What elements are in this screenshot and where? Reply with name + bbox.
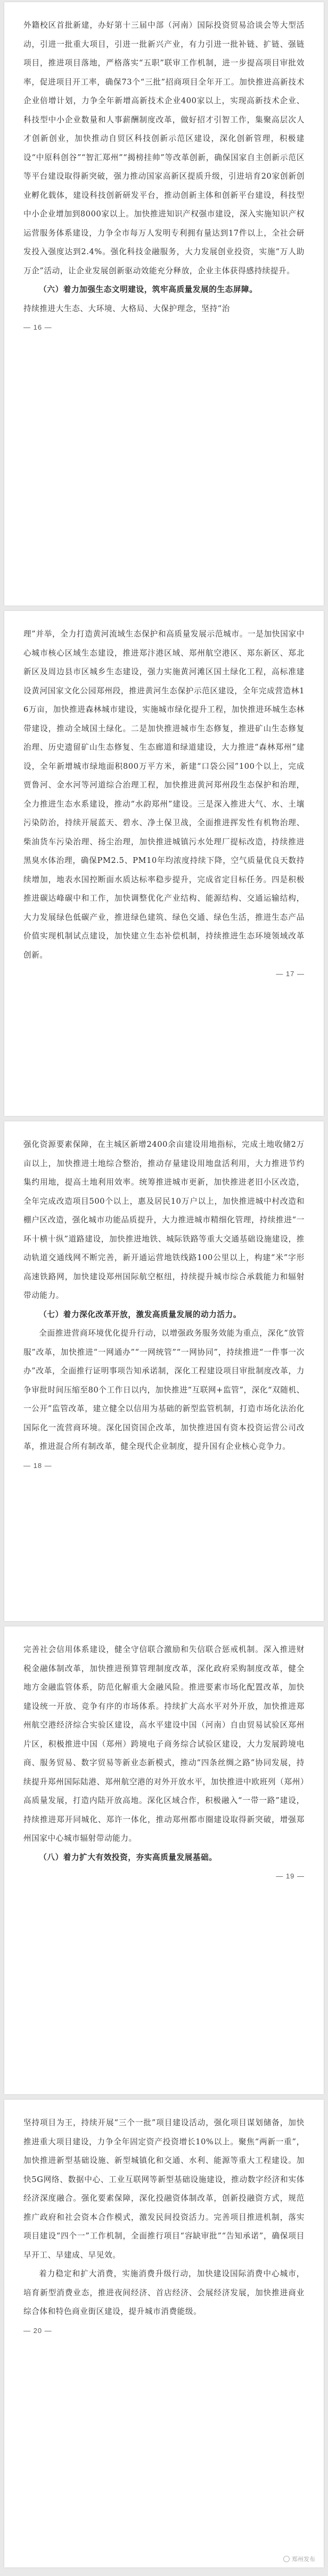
- paragraph: 完善社会信用体系建设，健全守信联合激励和失信联合惩戒机制。深入推进财税金融体制改革，加快推进预算管理制度改革，深化政府采购制度改革，健全地方金融监管体系，防范化解重大金融风险。推进要素市场化配置改革，加快建设统一开放、竞争有序的市场体系。持续扩大高水平对外开放，加快推进郑州航空港经济综合实验区建设，高水平建设中国（河南）自由贸易试验区郑州片区，积极推进中国（郑州）跨境电子商务综合试验区建设，大力发展跨境电商、服务贸易、数字贸易等新业态新模式，推动“四条丝绸之路”协同发展，持续提升郑州国际陆港、郑州航空港的对外开放水平，加快推进中欧班列（郑州）高质量发展，打造内陆开放高地。深化区域合作，积极融入“一带一路”建设，持续推进郑开同城化、郑许一体化，推动郑州都市圈建设取得新突破，增强郑州国家中心城市辐射带动能力。: [23, 1645, 305, 1843]
- section-heading: （六）着力加强生态文明建设，筑牢高质量发展的生态屏障。: [39, 285, 258, 294]
- paragraph: 强化资源要素保障，在主城区新增2400余亩建设用地指标，完成土地收储2万亩以上，加快推进土地综合整治，推动存量建设用地盘活利用，大力推进节约集约用地，提高土地利用效率。统筹推进城市更新，加快推进老旧小区改造，全年完成改造项目500个以上，惠及居民10万户以上，加快推进城中村改造和棚户区改造，强化城市功能品质提升，大力推进城市精细化管理，持续推进“一环十横十纵”道路建设，加快推进地铁、城际铁路等重大交通基础设施建设，推动轨道交通线网不断完善，新开通运营地铁线路100公里以上，构建“米”字形高速铁路网，加快建设郑州国际航空枢纽，持续提升城市综合承载能力和辐射带动能力。: [23, 1140, 305, 1300]
- watermark: [283, 2555, 315, 2563]
- page: [4, 611, 324, 1116]
- page-number: — 19 —: [276, 1872, 305, 1880]
- page: [4, 1626, 324, 2094]
- page: [4, 1121, 324, 1621]
- section-heading: （七）着力深化改革开放，激发高质量发展的动力活力。: [39, 1310, 242, 1319]
- paragraph: 理”并举，全力打造黄河流域生态保护和高质量发展示范城市。一是加快国家中心城市核心区域生态建设，推进郑汴港区域、郑州航空港区、郑东新区、郑北新区及周边县市区城乡生态建设，强力实施黄河滩区国土绿化工程，高标准建设黄河国家文化公园郑州段，推进黄河生态保护示范区建设，全年完成营造林16万亩，加快推进森林城市建设，实施城市绿化提升工程，加快推进环城生态林带建设，推动全域国土绿化。二是加快推进城市生态修复，推进矿山生态修复治理、历史遗留矿山生态修复、生态廊道和绿道建设，大力推进“森林郑州”建设，全年新增城市绿地面积800万平方米，新建“口袋公园”100个以上，完成贾鲁河、金水河等河道综合治理工程，加快推进黄河郑州段生态保护和治理，全力推进生态水系建设，推动“水韵郑州”建设。三是深入推进大气、水、土壤污染防治，持续开展蓝天、碧水、净土保卫战，全面推进挥发性有机物治理、柴油货车污染治理、扬尘治理，加快推进城镇污水处理厂提标改造，持续推进黑臭水体治理，确保PM2.5、PM10年均浓度持续下降，空气质量优良天数持续增加，地表水国控断面水质达标率稳步提升，完成省定目标任务。四是积极推进碳达峰碳中和工作，加快调整优化产业结构、能源结构、交通运输结构，大力发展绿色低碳产业，推进绿色建筑、绿色交通、绿色生活，推进生态产品价值实现机制试点建设，加快建立生态补偿机制，持续推进生态环境领域改革创新。: [23, 630, 305, 960]
- page-number: — 17 —: [276, 970, 305, 978]
- page: [4, 2, 324, 606]
- watermark-logo-icon: [283, 2556, 290, 2562]
- page-number: — 16 —: [23, 323, 52, 331]
- paragraph: 着力稳定和扩大消费，实施消费升级行动，加快建设国际消费中心城市，培育新型消费业态，推进夜间经济、首店经济、会展经济发展，加快推进商业综合体和特色商业街区建设，提升城市消费能级。: [23, 2269, 305, 2316]
- page: [4, 2100, 324, 2567]
- paragraph: 持续推进大生态、大环境、大格局、大保护理念，坚持“治: [23, 304, 230, 313]
- paragraph: 全面推进营商环境优化提升行动，以增强政务服务效能为重点，深化“放管服”改革，加快推进“一网通办”“一网统管”“一网协同”，持续推进“一件事一次办”改革，全面推行证明事项告知承诺制，深化工程建设项目审批制度改革，力争审批时间压缩至80个工作日以内，加快推进“互联网+监管”，深化“双随机、一公开”监管改革，建立健全以信用为基础的新型监管机制，打造市场化法治化国际化一流营商环境。深化国资国企改革，加快推进国有资本投资运营公司改革，推进混合所有制改革，健全现代企业制度，提升国有企业核心竞争力。: [23, 1329, 305, 1451]
- page-number: — 20 —: [23, 2326, 52, 2335]
- section-heading: （八）着力扩大有效投资，夯实高质量发展基础。: [39, 1852, 217, 1862]
- paragraph: 坚持项目为王，持续开展“三个一批”项目建设活动，强化项目谋划储备，加快推进重大项目建设，力争全年固定资产投资增长10%以上。聚焦“两新一重”，加快推进新型基础设施、新型城镇化和交通、水利、能源等重大工程建设。加快5G网络、数据中心、工业互联网等新型基础设施建设，推动数字经济和实体经济深度融合。强化要素保障，深化投融资体制改革，创新投融资方式，规范推广政府和社会资本合作模式，激发民间投资活力。完善项目推进机制，落实项目建设“四个一”工作机制，全面推行项目“容缺审批”“告知承诺”，确保项目早开工、早建成、早见效。: [23, 2118, 305, 2260]
- paragraph: 外籍校区首批新建，办好第十三届中部（河南）国际投资贸易洽谈会等大型活动，引进一批重大项目，引进一批新兴产业，有力引进一批补链、扩链、强链项目，推进项目落地，严格落实“五职”联审工作机制，进一步提高项目审批效率，促进项目开工率，确保73个“三批”招商项目全年开工。加快推进高新技术企业倍增计划，力争全年新增高新技术企业400家以上，实现高新技术企业、科技型中小企业数量和人事薪酬制度改革，做好招才引智工作，集聚高层次人才创新创业，加快推动自贸区科技创新示范区建设，深化创新管理，积极建设“中原科创谷”“智汇郑州”“揭榜挂帅”等改革创新，确保国家自主创新示范区等平台建设取得新突破，强力推动国家高新区提质升级，引进培育20家创新创业孵化载体，建设科技创新研发平台，推动创新主体和创新平台建设，科技型中小企业增加到8000家以上。加快推进知识产权强市建设，深入实施知识产权运营服务体系建设，力争全市每万人发明专利拥有量达到17件以上，全社会研发投入强度达到2.4%。强化科技金融服务，大力发展创业投资，实施“万人助万企”活动，让企业发展创新驱动效能充分释放，企业主体获得感持续提升。: [23, 21, 305, 275]
- page-number: — 18 —: [23, 1461, 52, 1470]
- watermark-text: 郑州发布: [292, 2556, 315, 2563]
